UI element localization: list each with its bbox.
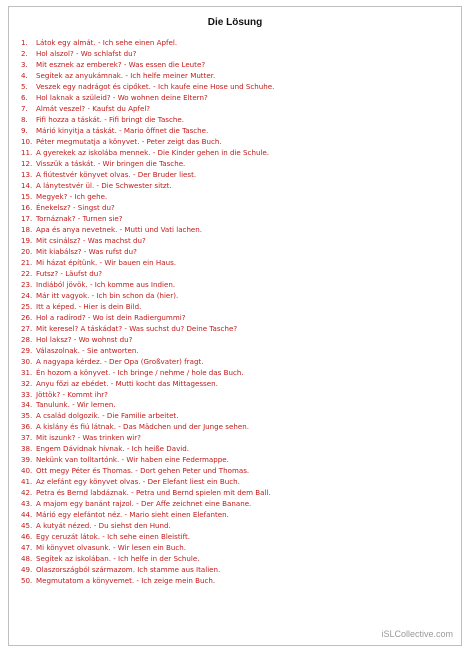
item-number: 11. — [21, 147, 33, 157]
item-text: Mit kiabálsz? - Was rufst du? — [36, 246, 137, 256]
item-number: 47. — [21, 543, 33, 553]
item-number: 10. — [21, 136, 33, 146]
item-number: 40. — [21, 466, 33, 476]
answer-item — [21, 302, 274, 313]
item-number: 3. — [21, 59, 28, 69]
answer-item — [21, 49, 274, 60]
item-number: 19. — [21, 235, 33, 245]
item-number: 48. — [21, 554, 33, 564]
item-text: Mit keresel? A táskádat? - Was suchst du? Deine Tasche? — [36, 323, 238, 333]
item-text: Ott megy Péter és Thomas. - Dort gehen Peter und Thomas. — [36, 466, 250, 476]
answer-item — [21, 400, 274, 411]
item-text: A kislány és fiú látnak. - Das Mädchen und der Junge sehen. — [36, 422, 249, 432]
item-number: 9. — [21, 125, 28, 135]
answer-item — [21, 521, 274, 532]
item-number: 4. — [21, 70, 28, 80]
item-number: 8. — [21, 114, 28, 124]
item-text: Indiából jövök. - Ich komme aus Indien. — [36, 279, 176, 289]
answer-item — [21, 192, 274, 203]
answer-item — [21, 455, 274, 466]
answer-item — [21, 225, 274, 236]
item-number: 41. — [21, 477, 33, 487]
item-text: Énekelsz? - Singst du? — [36, 202, 115, 212]
item-text: Péter megmutatja a könyvet. - Peter zeigt das Buch. — [36, 136, 222, 146]
item-text: Mi könyvet olvasunk. - Wir lesen ein Buch. — [36, 543, 187, 553]
item-number: 29. — [21, 345, 33, 355]
item-text: Apa és anya nevetnek. - Mutti und Vati lachen. — [36, 224, 203, 234]
answer-item — [21, 115, 274, 126]
answer-item — [21, 368, 274, 379]
answer-item — [21, 159, 274, 170]
item-number: 39. — [21, 455, 33, 465]
answer-item — [21, 488, 274, 499]
item-number: 27. — [21, 323, 33, 333]
item-text: A család dolgozik. - Die Familie arbeitet. — [36, 411, 179, 421]
answer-item — [21, 554, 274, 565]
answer-item — [21, 324, 274, 335]
item-number: 21. — [21, 257, 33, 267]
item-number: 46. — [21, 532, 33, 542]
answer-item — [21, 258, 274, 269]
item-text: Nekünk van tolltartónk. - Wir haben eine Federmappe. — [36, 455, 229, 465]
item-text: Egy ceruzát látok. - Ich sehe einen Bleistift. — [36, 532, 190, 542]
item-number: 32. — [21, 378, 33, 388]
answer-item — [21, 313, 274, 324]
answer-item — [21, 60, 274, 71]
answer-item — [21, 291, 274, 302]
item-text: Válaszolnak. - Sie antworten. — [36, 345, 139, 355]
answer-item — [21, 390, 274, 401]
item-text: Mit iszunk? - Was trinken wir? — [36, 433, 141, 443]
item-number: 49. — [21, 565, 33, 575]
item-text: A nagyapa kérdez. - Der Opa (Großvater) fragt. — [36, 356, 204, 366]
answer-item — [21, 466, 274, 477]
item-text: Almát veszel? - Kaufst du Apfel? — [36, 103, 151, 113]
item-number: 44. — [21, 510, 33, 520]
item-text: A kutyát nézed. - Du siehst den Hund. — [36, 521, 171, 531]
answer-item — [21, 510, 274, 521]
item-text: A lánytestvér ül. - Die Schwester sitzt. — [36, 180, 172, 190]
item-text: Segítek az iskolában. - Ich helfe in der Schule. — [36, 554, 200, 564]
answer-item — [21, 499, 274, 510]
item-text: Hol a radírod? - Wo ist dein Radiergummi? — [36, 312, 186, 322]
item-number: 15. — [21, 191, 33, 201]
answer-item — [21, 71, 274, 82]
item-text: Megyek? - Ich gehe. — [36, 191, 108, 201]
item-number: 30. — [21, 356, 33, 366]
answer-item — [21, 433, 274, 444]
item-number: 17. — [21, 213, 33, 223]
answer-item — [21, 346, 274, 357]
item-number: 20. — [21, 246, 33, 256]
answer-item — [21, 543, 274, 554]
answer-item — [21, 203, 274, 214]
answer-item — [21, 477, 274, 488]
item-number: 12. — [21, 158, 33, 168]
answer-item — [21, 335, 274, 346]
item-number: 36. — [21, 422, 33, 432]
item-number: 38. — [21, 444, 33, 454]
item-text: Petra és Bernd labdáznak. - Petra und Bernd spielen mit dem Ball. — [36, 488, 271, 498]
item-number: 33. — [21, 389, 33, 399]
item-number: 43. — [21, 499, 33, 509]
item-number: 14. — [21, 180, 33, 190]
item-text: Márió kinyitja a táskát. - Mario öffnet die Tasche. — [36, 125, 209, 135]
item-text: Már itt vagyok. - Ich bin schon da (hier). — [36, 290, 179, 300]
item-text: Jöttök? - Kommt ihr? — [36, 389, 108, 399]
item-text: Engem Dávidnak hívnak. - Ich heiße David. — [36, 444, 190, 454]
answer-item — [21, 93, 274, 104]
answer-item — [21, 576, 274, 587]
answer-item — [21, 126, 274, 137]
item-text: Az elefánt egy könyvet olvas. - Der Elefant liest ein Buch. — [36, 477, 240, 487]
answer-item — [21, 104, 274, 115]
answer-item — [21, 422, 274, 433]
item-text: Futsz? - Läufst du? — [36, 268, 103, 278]
item-text: Márió egy elefántot néz. - Mario sieht einen Elefanten. — [36, 510, 229, 520]
item-number: 45. — [21, 521, 33, 531]
item-number: 1. — [21, 38, 28, 47]
item-text: Tanulunk. - Wir lernen. — [36, 400, 116, 410]
item-number: 34. — [21, 400, 33, 410]
item-number: 37. — [21, 433, 33, 443]
worksheet-page — [8, 6, 462, 646]
item-text: A fiútestvér könyvet olvas. - Der Bruder liest. — [36, 169, 197, 179]
item-number: 35. — [21, 411, 33, 421]
item-text: Hol laknak a szüleid? - Wo wohnen deine Eltern? — [36, 92, 208, 102]
item-number: 28. — [21, 334, 33, 344]
item-text: Tornáznak? - Turnen sie? — [36, 213, 123, 223]
item-number: 26. — [21, 312, 33, 322]
page-title: Die Lösung — [207, 17, 263, 28]
item-number: 42. — [21, 488, 33, 498]
item-number: 31. — [21, 367, 33, 377]
item-text: A majom egy banánt rajzol. - Der Affe zeichnet eine Banane. — [36, 499, 252, 509]
item-text: A gyerekek az iskolába mennek. - Die Kinder gehen in die Schule. — [36, 147, 270, 157]
answer-item — [21, 280, 274, 291]
answer-item — [21, 444, 274, 455]
answer-item — [21, 148, 274, 159]
footer-watermark: iSLCollective.com — [381, 629, 453, 639]
item-number: 6. — [21, 92, 28, 102]
answer-item — [21, 269, 274, 280]
item-number: 2. — [21, 48, 28, 58]
item-text: Hol laksz? - Wo wohnst du? — [36, 334, 133, 344]
item-number: 18. — [21, 224, 33, 234]
item-text: Mi házat építünk. - Wir bauen ein Haus. — [36, 257, 177, 267]
item-text: Megmutatom a könyvemet. - Ich zeige mein Buch. — [36, 576, 216, 586]
answer-item — [21, 170, 274, 181]
item-number: 5. — [21, 81, 28, 91]
item-number: 25. — [21, 301, 33, 311]
item-number: 24. — [21, 290, 33, 300]
item-text: Veszek egy nadrágot és cipőket. - Ich kaufe eine Hose und Schuhe. — [36, 81, 275, 91]
answer-item — [21, 411, 274, 422]
item-number: 50. — [21, 576, 33, 586]
item-text: Mit csinálsz? - Was machst du? — [36, 235, 146, 245]
answer-item — [21, 214, 274, 225]
item-number: 23. — [21, 279, 33, 289]
item-text: Mit esznek az emberek? - Was essen die Leute? — [36, 59, 206, 69]
item-text: Olaszországból származom. Ich stamme aus Italien. — [36, 565, 221, 575]
answer-item — [21, 82, 274, 93]
item-text: Hol alszol? - Wo schlafst du? — [36, 48, 137, 58]
item-text: Fifi hozza a táskát. - Fifi bringt die Tasche. — [36, 114, 184, 124]
item-text: Visszük a táskát. - Wir bringen die Tasche. — [36, 158, 186, 168]
item-text: Segítek az anyukámnak. - Ich helfe meiner Mutter. — [36, 70, 216, 80]
answer-item — [21, 565, 274, 576]
answer-item — [21, 357, 274, 368]
item-text: Anyu főzi az ebédet. - Mutti kocht das Mittagessen. — [36, 378, 218, 388]
answer-item — [21, 236, 274, 247]
answer-list — [21, 38, 274, 587]
answer-item — [21, 38, 274, 49]
answer-item — [21, 379, 274, 390]
answer-item — [21, 247, 274, 258]
answer-item — [21, 181, 274, 192]
item-number: 13. — [21, 169, 33, 179]
item-number: 16. — [21, 202, 33, 212]
item-text: Látok egy almát. - Ich sehe einen Apfel. — [36, 38, 178, 47]
answer-item — [21, 137, 274, 148]
item-number: 7. — [21, 103, 28, 113]
item-text: Itt a képed. - Hier is dein Bild. — [36, 301, 142, 311]
item-number: 22. — [21, 268, 33, 278]
answer-item — [21, 532, 274, 543]
item-text: Én hozom a könyvet. - Ich bringe / nehme / hole das Buch. — [36, 367, 244, 377]
